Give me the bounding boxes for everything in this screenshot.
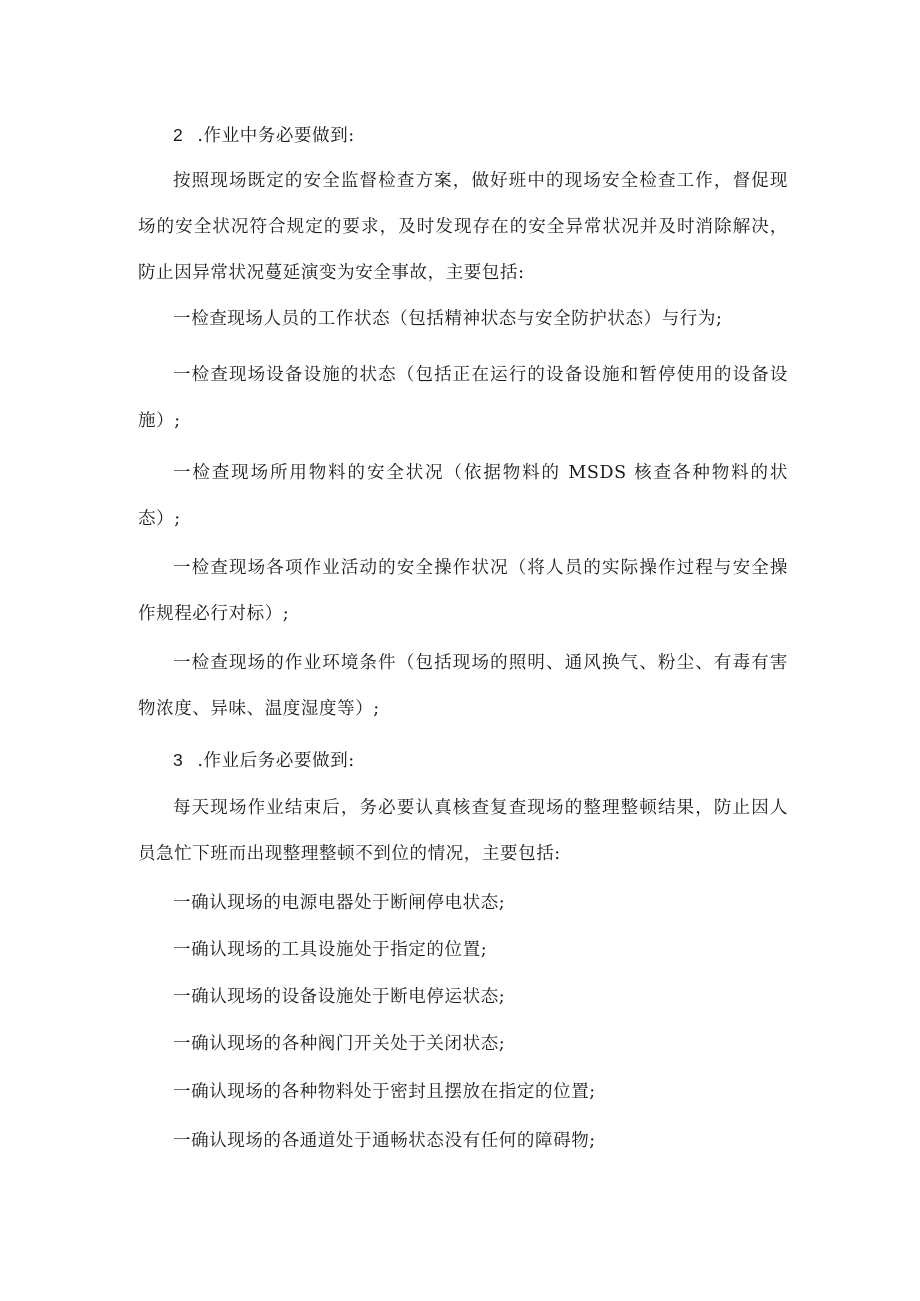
- list-item: 一检查现场的作业环境条件（包括现场的照明、通风换气、粉尘、有毒有害物浓度、异味、温度湿度等）;: [138, 653, 788, 719]
- list-item: 一确认现场的各通道处于通畅状态没有任何的障碍物;: [173, 1131, 596, 1151]
- list-item: 一确认现场的工具设施处于指定的位置;: [173, 940, 488, 960]
- section-heading-text: .作业中务必要做到:: [197, 126, 355, 146]
- section-number: 3: [173, 750, 184, 770]
- list-item: 一确认现场的设备设施处于断电停运状态;: [173, 987, 506, 1007]
- section-intro: 每天现场作业结束后，务必要认真核查复查现场的整理整顿结果，防止因人员急忙下班而出现整理整顿不到位的情况，主要包括:: [138, 798, 788, 864]
- list-item: 一检查现场所用物料的安全状况（依据物料的 MSDS 核查各种物料的状态）;: [138, 463, 788, 529]
- section-number: 2: [173, 125, 184, 145]
- list-item: 一确认现场的电源电器处于断闸停电状态;: [173, 893, 506, 913]
- list-item: 一检查现场各项作业活动的安全操作状况（将人员的实际操作过程与安全操作规程必行对标）;: [138, 558, 788, 624]
- list-item: 一检查现场设备设施的状态（包括正在运行的设备设施和暂停使用的设备设施）;: [138, 365, 788, 431]
- list-item: 一检查现场人员的工作状态（包括精神状态与安全防护状态）与行为;: [173, 309, 723, 329]
- section-heading-text: .作业后务必要做到:: [197, 751, 355, 771]
- section-intro: 按照现场既定的安全监督检查方案，做好班中的现场安全检查工作，督促现场的安全状况符合规定的要求，及时发现存在的安全异常状况并及时消除解决，防止因异常状况蔓延演变为安全事故，主要包括:: [138, 171, 788, 283]
- section-heading: [138, 737, 788, 784]
- list-item: 一确认现场的各种物料处于密封且摆放在指定的位置;: [173, 1082, 596, 1102]
- list-item: 一确认现场的各种阀门开关处于关闭状态;: [173, 1034, 506, 1054]
- section-heading: [138, 112, 788, 159]
